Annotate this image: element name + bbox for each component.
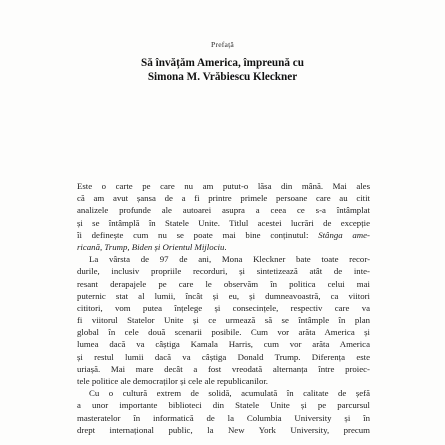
text-line <box>77 326 370 338</box>
text-line <box>77 290 370 302</box>
text-segment: Este o carte pe care nu am putut-o lăsa din mână. Mai ales <box>77 181 370 191</box>
text-line <box>77 180 370 192</box>
paragraph <box>77 253 370 387</box>
text-segment: analizele profunde ale autoarei asupra a ceea ce s-a întâmplat <box>77 205 370 216</box>
italic-text: ricană, Trump, Biden și Orientul Mijlociu <box>77 241 225 252</box>
body-text <box>77 180 370 436</box>
text-segment: uriașă. Mai mare decât a fost vreodată alternanța între proiec- <box>77 363 370 374</box>
title-line: Simona M. Vrăbiescu Kleckner <box>147 71 298 83</box>
text-line <box>77 302 370 314</box>
paragraph <box>77 387 370 436</box>
text-segment: Cu o cultură extrem de solidă, acumulată în calitate de șefă <box>89 388 370 399</box>
chapter-title <box>60 56 385 84</box>
text-segment: și se întâmplă în Statele Unite. Titlul acestei lucrări de excepție <box>77 217 370 228</box>
italic-text: Stânga ame- <box>318 229 370 240</box>
text-segment: durile, inclusiv propriile recorduri, și sintetizează atât de inte- <box>77 266 370 277</box>
text-segment: masteratelor în informatică de la Columbia University și în <box>77 412 370 423</box>
text-line <box>77 204 370 216</box>
text-segment: global în cele două scenarii posibile. Cum vor arăta America și <box>77 327 370 338</box>
text-segment: îi definește cum nu se poate mai bine conținutul: <box>77 229 319 240</box>
text-segment: tele politice ale democraților și cele ale republicanilor. <box>77 376 269 386</box>
text-line <box>77 363 370 375</box>
text-segment: . <box>224 241 227 252</box>
text-segment: drept internațional public, la New York University, precum <box>77 424 370 435</box>
text-segment: a unor importante biblioteci din Statele Unite și pe parcursul <box>77 400 370 411</box>
text-segment: că am avut șansa de a fi printre primele persoane care au citit <box>77 193 370 204</box>
text-segment: lumea dacă va câștiga Kamala Harris, cum vor arăta America <box>77 339 370 350</box>
text-line <box>77 192 370 204</box>
text-line <box>77 375 370 387</box>
text-segment: puternic stat al lumii, încât și eu, și dumneavoastră, ca viitori <box>77 290 370 301</box>
text-line <box>77 424 370 436</box>
text-line <box>77 229 370 241</box>
running-header: Prefață <box>211 40 234 49</box>
text-segment: cititori, vom putea înțelege și consecințele, respectiv care va <box>77 302 370 313</box>
text-segment: La vârsta de 97 de ani, Mona Kleckner bate toate recor- <box>89 254 370 265</box>
title-line: Să învățăm America, împreună cu <box>141 57 304 69</box>
text-line <box>77 412 370 424</box>
text-line <box>77 314 370 326</box>
text-line <box>77 253 370 265</box>
text-line <box>77 351 370 363</box>
paragraph <box>77 180 370 253</box>
text-line <box>77 338 370 350</box>
text-line <box>77 278 370 290</box>
text-line <box>77 399 370 411</box>
text-line <box>77 387 370 399</box>
text-segment: fi viitorul Statelor Unite și ce urmează să se întâmple în plan <box>77 315 370 326</box>
text-line <box>77 217 370 229</box>
text-segment: resant derapajele pe care le observăm în politica celui mai <box>77 278 370 289</box>
text-line <box>77 241 370 253</box>
text-line <box>77 265 370 277</box>
text-segment: și restul lumii dacă va câștiga Donald Trump. Diferența este <box>77 351 370 362</box>
